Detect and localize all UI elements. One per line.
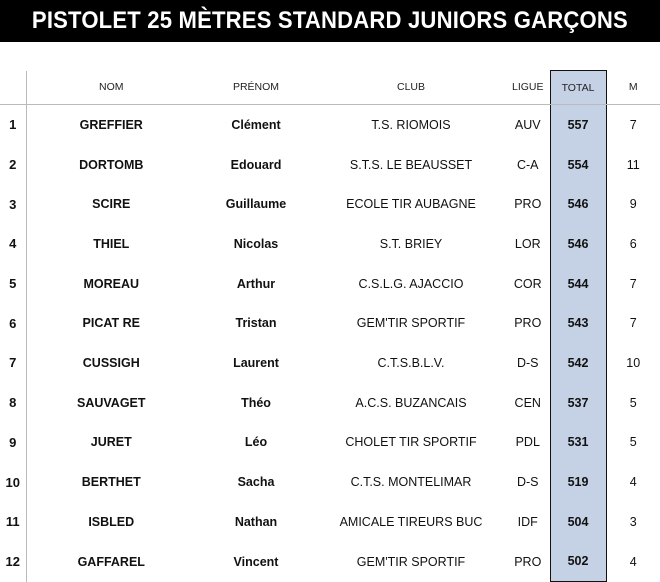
total-cell: 546 bbox=[550, 184, 606, 224]
total-cell: 502 bbox=[550, 542, 606, 582]
club-cell: T.S. RIOMOIS bbox=[371, 117, 451, 132]
title-bar bbox=[0, 0, 660, 42]
club-cell: CHOLET TIR SPORTIF bbox=[345, 435, 477, 450]
table-row bbox=[0, 224, 660, 264]
header-prenom: PRÉNOM bbox=[196, 71, 316, 105]
club-cell: ECOLE TIR AUBAGNE bbox=[346, 197, 476, 212]
table-row bbox=[0, 264, 660, 304]
nom-cell: MOREAU bbox=[83, 276, 140, 291]
ligue-cell: PDL bbox=[515, 435, 540, 450]
prenom-cell: Nicolas bbox=[233, 236, 279, 251]
nom-cell: SCIRE bbox=[92, 197, 131, 212]
m-cell: 7 bbox=[629, 117, 637, 132]
club-cell: S.T.S. LE BEAUSSET bbox=[349, 157, 473, 172]
prenom-cell: Nathan bbox=[234, 514, 278, 529]
m-cell: 5 bbox=[629, 395, 637, 410]
table-row bbox=[0, 145, 660, 185]
club-cell: C.T.S.B.L.V. bbox=[377, 355, 445, 370]
nom-cell: JURET bbox=[90, 435, 132, 450]
ligue-cell: D-S bbox=[516, 355, 539, 370]
prenom-cell: Edouard bbox=[230, 157, 282, 172]
total-cell: 546 bbox=[550, 224, 606, 264]
prenom-cell: Guillaume bbox=[225, 197, 287, 212]
results-table bbox=[0, 70, 660, 582]
table-row bbox=[0, 184, 660, 224]
ligue-cell: PRO bbox=[514, 197, 542, 212]
nom-cell: PICAT RE bbox=[82, 316, 140, 331]
ligue-cell: LOR bbox=[514, 236, 541, 251]
club-cell: C.S.L.G. AJACCIO bbox=[358, 276, 464, 291]
table-row bbox=[0, 303, 660, 343]
total-cell: 554 bbox=[550, 145, 606, 185]
ligue-cell: D-S bbox=[516, 475, 539, 490]
ligue-cell: COR bbox=[513, 276, 542, 291]
nom-cell: DORTOMB bbox=[79, 157, 144, 172]
prenom-cell: Clément bbox=[231, 117, 281, 132]
m-cell: 10 bbox=[626, 355, 641, 370]
nom-cell: GAFFAREL bbox=[77, 554, 145, 569]
total-cell: 544 bbox=[550, 264, 606, 304]
m-cell: 4 bbox=[629, 475, 637, 490]
header-total: TOTAL bbox=[550, 71, 606, 105]
rank-cell: 11 bbox=[0, 502, 26, 542]
m-cell: 6 bbox=[629, 236, 637, 251]
rank-cell: 2 bbox=[0, 145, 26, 185]
prenom-cell: Arthur bbox=[236, 276, 276, 291]
total-cell: 504 bbox=[550, 502, 606, 542]
header-ligue: LIGUE bbox=[506, 71, 550, 105]
rank-cell: 3 bbox=[0, 184, 26, 224]
m-cell: 4 bbox=[629, 554, 637, 569]
page-title: PISTOLET 25 MÈTRES STANDARD JUNIORS GARÇONS bbox=[32, 7, 628, 34]
table-row bbox=[0, 502, 660, 542]
ligue-cell: CEN bbox=[514, 395, 541, 410]
rank-cell: 1 bbox=[0, 105, 26, 145]
header-rank bbox=[0, 71, 26, 105]
m-cell: 5 bbox=[629, 435, 637, 450]
table-row bbox=[0, 423, 660, 463]
nom-cell: ISBLED bbox=[88, 514, 135, 529]
table-row bbox=[0, 343, 660, 383]
m-cell: 3 bbox=[629, 514, 637, 529]
total-cell: 531 bbox=[550, 423, 606, 463]
rank-cell: 9 bbox=[0, 423, 26, 463]
rank-cell: 6 bbox=[0, 303, 26, 343]
ligue-cell: IDF bbox=[517, 514, 538, 529]
table-row bbox=[0, 462, 660, 502]
table-row bbox=[0, 383, 660, 423]
m-cell: 7 bbox=[629, 316, 637, 331]
table-row bbox=[0, 542, 660, 582]
ligue-cell: PRO bbox=[514, 316, 542, 331]
rank-cell: 10 bbox=[0, 462, 26, 502]
club-cell: C.T.S. MONTELIMAR bbox=[350, 475, 472, 490]
total-cell: 542 bbox=[550, 343, 606, 383]
prenom-cell: Sacha bbox=[237, 475, 275, 490]
nom-cell: GREFFIER bbox=[79, 117, 143, 132]
rank-cell: 5 bbox=[0, 264, 26, 304]
ligue-cell: C-A bbox=[516, 157, 539, 172]
nom-cell: BERTHET bbox=[81, 475, 141, 490]
header-nom: NOM bbox=[26, 71, 196, 105]
club-cell: GEM'TIR SPORTIF bbox=[356, 316, 466, 331]
nom-cell: THIEL bbox=[93, 236, 130, 251]
m-cell: 9 bbox=[629, 197, 637, 212]
club-cell: GEM'TIR SPORTIF bbox=[356, 554, 466, 569]
nom-cell: SAUVAGET bbox=[76, 395, 146, 410]
header-row bbox=[0, 71, 660, 105]
table-row bbox=[0, 105, 660, 145]
rank-cell: 7 bbox=[0, 343, 26, 383]
prenom-cell: Tristan bbox=[235, 316, 277, 331]
prenom-cell: Léo bbox=[244, 435, 268, 450]
total-cell: 537 bbox=[550, 383, 606, 423]
m-cell: 7 bbox=[629, 276, 637, 291]
club-cell: AMICALE TIREURS BUC bbox=[339, 514, 483, 529]
total-cell: 543 bbox=[550, 303, 606, 343]
total-cell: 519 bbox=[550, 462, 606, 502]
total-cell: 557 bbox=[550, 105, 606, 145]
rank-cell: 12 bbox=[0, 542, 26, 582]
header-club: CLUB bbox=[316, 71, 506, 105]
ligue-cell: AUV bbox=[514, 117, 541, 132]
rank-cell: 4 bbox=[0, 224, 26, 264]
m-cell: 11 bbox=[626, 157, 640, 172]
prenom-cell: Laurent bbox=[233, 355, 279, 370]
ligue-cell: PRO bbox=[514, 554, 542, 569]
club-cell: S.T. BRIEY bbox=[379, 236, 443, 251]
club-cell: A.C.S. BUZANCAIS bbox=[355, 395, 467, 410]
rank-cell: 8 bbox=[0, 383, 26, 423]
nom-cell: CUSSIGH bbox=[82, 355, 140, 370]
prenom-cell: Théo bbox=[241, 395, 271, 410]
header-m: M bbox=[606, 71, 660, 105]
prenom-cell: Vincent bbox=[233, 554, 279, 569]
